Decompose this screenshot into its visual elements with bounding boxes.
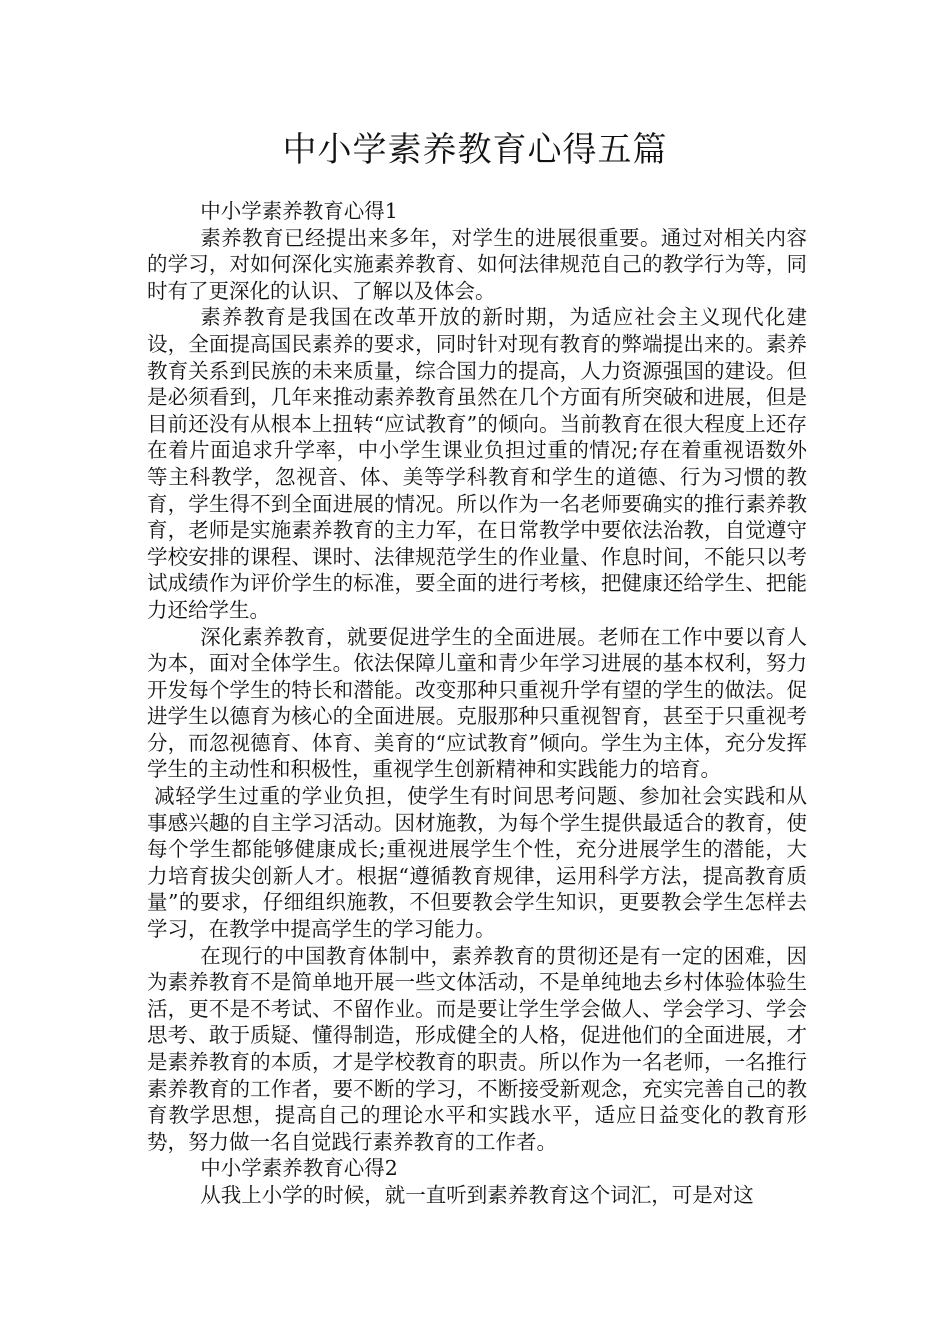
paragraph-5: 在现行的中国教育体制中，素养教育的贯彻还是有一定的困难，因为素养教育不是简单地开展一些文体活动，不是单纯地去乡村体验体验生活，更不是不考试、不留作业。而是要让学生学会做人、学会学习、学会思考、敢于质疑、懂得制造，形成健全的人格，促进他们的全面进展，才是素养教育的本质，才是学校教育的职责。所以作为一名老师，一名推行素养教育的工作者，要不断的学习，不断接受新观念，充实完善自己的教育教学思想，提高自己的理论水平和实践水平，适应日益变化的教育形势，努力做一名自觉践行素养教育的工作者。 (147, 943, 807, 1154)
section-heading-1: 中小学素养教育心得1 (200, 199, 398, 223)
paragraph-3: 深化素养教育，就要促进学生的全面进展。老师在工作中要以育人为本，面对全体学生。依法保障儿童和青少年学习进展的基本权利，努力开发每个学生的特长和潜能。改变那种只重视升学有望的学生的做法。促进学生以德育为核心的全面进展。克服那种只重视智育，甚至于只重视考分，而忽视德育、体育、美育的“应试教育”倾向。学生为主体，充分发挥学生的主动性和积极性，重视学生创新精神和实践能力的培育。 (147, 624, 807, 782)
document-title: 中小学素养教育心得五篇 (282, 130, 668, 170)
paragraph-6: 从我上小学的时候，就一直听到素养教育这个词汇，可是对这 (200, 1182, 754, 1207)
paragraph-4: 减轻学生过重的学业负担，使学生有时间思考问题、参加社会实践和从事感兴趣的自主学习活动。因材施教，为每个学生提供最适合的教育，使每个学生都能够健康成长;重视进展学生个性，充分进展学生的潜能，大力培育拔尖创新人才。根据“遵循教育规律，运用科学方法，提高教育质量”的要求，仔细组织施教，不但要教会学生知识，更要教会学生怎样去学习，在教学中提高学生的学习能力。 (147, 784, 807, 942)
paragraph-2: 素养教育是我国在改革开放的新时期，为适应社会主义现代化建设，全面提高国民素养的要求，同时针对现有教育的弊端提出来的。素养教育关系到民族的未来质量，综合国力的提高，人力资源强国的建设。但是必须看到，几年来推动素养教育虽然在几个方面有所突破和进展，但是目前还没有从根本上扭转“应试教育”的倾向。当前教育在很大程度上还存在着片面追求升学率，中小学生课业负担过重的情况;存在着重视语数外等主科教学，忽视音、体、美等学科教育和学生的道德、行为习惯的教育，学生得不到全面进展的情况。所以作为一名老师要确实的推行素养教育，老师是实施素养教育的主力军，在日常教学中要依法治教，自觉遵守学校安排的课程、课时、法律规范学生的作业量、作息时间，不能只以考试成绩作为评价学生的标准，要全面的进行考核，把健康还给学生、把能力还给学生。 (147, 305, 807, 622)
paragraph-1: 素养教育已经提出来多年，对学生的进展很重要。通过对相关内容的学习，对如何深化实施素养教育、如何法律规范自己的教学行为等，同时有了更深化的认识、了解以及体会。 (147, 225, 807, 303)
document-body (147, 198, 807, 1209)
section-heading-2: 中小学素养教育心得2 (200, 1156, 398, 1181)
